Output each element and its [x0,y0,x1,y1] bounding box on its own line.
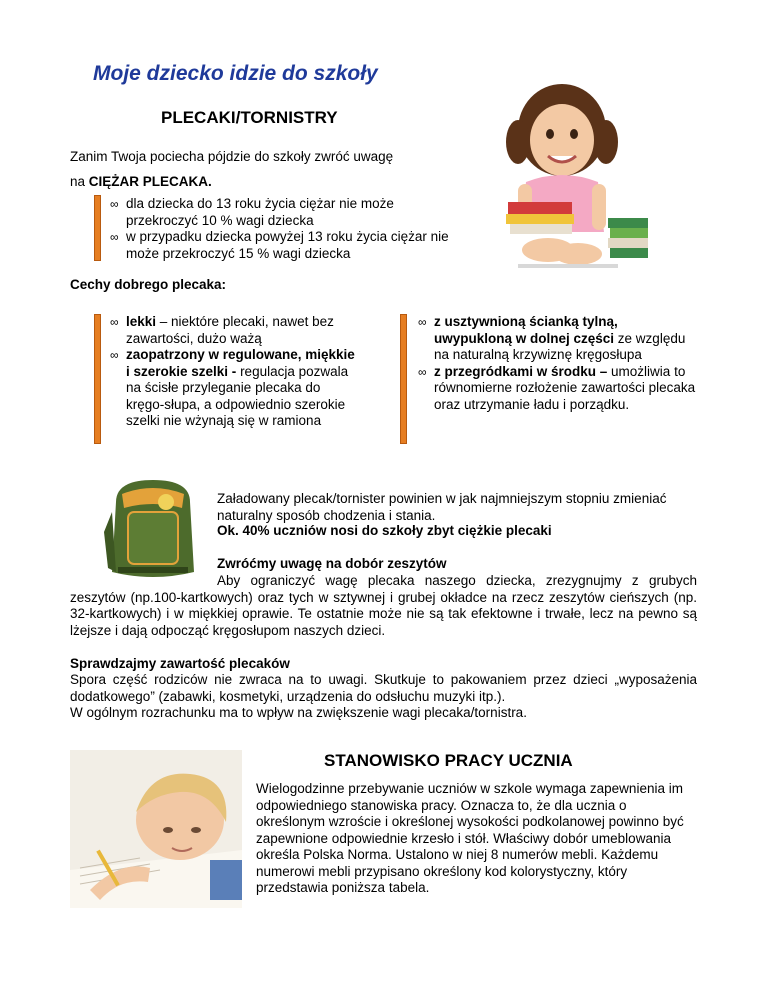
notebooks-paragraph: Aby ograniczyć wagę plecaka naszego dziecka, zrezygnujmy z grubych zeszytów (np.100-kartkowych) oraz tych w sztywnej i grubej okładce na rzecz zeszytów cieńszych (np. 32-kartkowych) i w miękkiej oprawie. Te ostatnie może nie są tak efektowne i trwałe, lecz na pewno są lżejsze i dają odpocząć kręgosłupom naszych dzieci. [70,573,697,638]
loaded-backpack-text: Załadowany plecak/tornister powinien w jak najmniejszym stopniu zmieniać naturalny sposób chodzenia i stania. [217,491,667,523]
accent-bar [94,195,101,261]
list-item [418,364,698,414]
feature-text: regulacja pozwala na ścisłe przyleganie plecaka do kręgo-słupa, a odpowiednio szerokie szelki nie wżynają się w ramiona [126,363,349,428]
accent-bar [400,314,407,444]
notebooks-heading: Zwróćmy uwagę na dobór zeszytów [217,556,447,571]
check-paragraph: Spora część rodziców nie zwraca na to uwagi. Skutkuje to pakowaniem przez dzieci „wyposażenia dodatkowego” (zabawki, kosmetyki, urządzenia do odsłuchu muzyki itp.). [70,672,697,704]
list-item [110,314,360,347]
accent-bar [94,314,101,444]
check-heading: Sprawdzajmy zawartość plecaków [70,656,290,671]
boy-writing-image [70,750,242,908]
weight-rules-list [110,196,460,262]
section-heading-backpacks: PLECAKI/TORNISTRY [161,108,338,127]
list-item: ∞ dla dziecka do 13 roku życia ciężar nie może przekroczyć 10 % wagi dziecka [110,196,460,229]
backpack-image [98,472,208,584]
check-paragraph-2: W ogólnym rozrachunku ma to wpływ na zwiększenie wagi plecaka/tornistra. [70,705,527,720]
intro-line-weight [70,174,470,191]
feature-text: – niektóre plecaki, nawet bez zawartości, dużo ważą [126,314,334,346]
list-item [110,347,360,430]
page-title: Moje dziecko idzie do szkoły [93,62,378,85]
features-left-list [110,314,360,430]
loaded-backpack-stat: Ok. 40% uczniów nosi do szkoły zbyt ciężkie plecaki [217,523,552,538]
intro-line: Zanim Twoja pociecha pójdzie do szkoły zwróć uwagę [70,149,394,164]
girl-with-books-image [478,72,652,276]
feature-bold: z usztywnioną ścianką tylną, uwypukloną w dolnej części [434,314,618,346]
feature-bold: zaopatrzony w regulowane, miękkie i szerokie szelki - [126,347,355,379]
feature-bold: lekki [126,314,157,329]
section-heading-workplace: STANOWISKO PRACY UCZNIA [324,751,573,770]
features-right-list [418,314,698,413]
features-heading: Cechy dobrego plecaka: [70,277,227,292]
workplace-paragraph: Wielogodzinne przebywanie uczniów w szkole wymaga zapewnienia im odpowiedniego stanowiska pracy. Oznacza to, że dla ucznia o określonym wzroście i określonej wysokości podkolanowej powinno być zapewnione odpowiednie krzesło i stół. Właściwy dobór umeblowania określa Polska Norma. Ustalono w niej 8 numerów mebli. Każdemu numerowi mebli przypisano określony kod kolorystyczny, który przedstawia poniższa tabela. [256,781,684,895]
list-item [418,314,698,364]
feature-text: umożliwia to równomierne rozłożenie zawartości plecaka oraz utrzymanie ładu i porządku. [434,363,696,412]
feature-text: ze względu na naturalną krzywiznę kręgosłupa [434,330,686,362]
intro-prefix: na [70,174,89,189]
intro-weight-bold: CIĘŻAR PLECAKA. [88,174,212,189]
list-item: ∞ w przypadku dziecka powyżej 13 roku życia ciężar nie może przekroczyć 15 % wagi dziecka [110,229,460,262]
feature-bold: z przegródkami w środku – [434,363,608,379]
